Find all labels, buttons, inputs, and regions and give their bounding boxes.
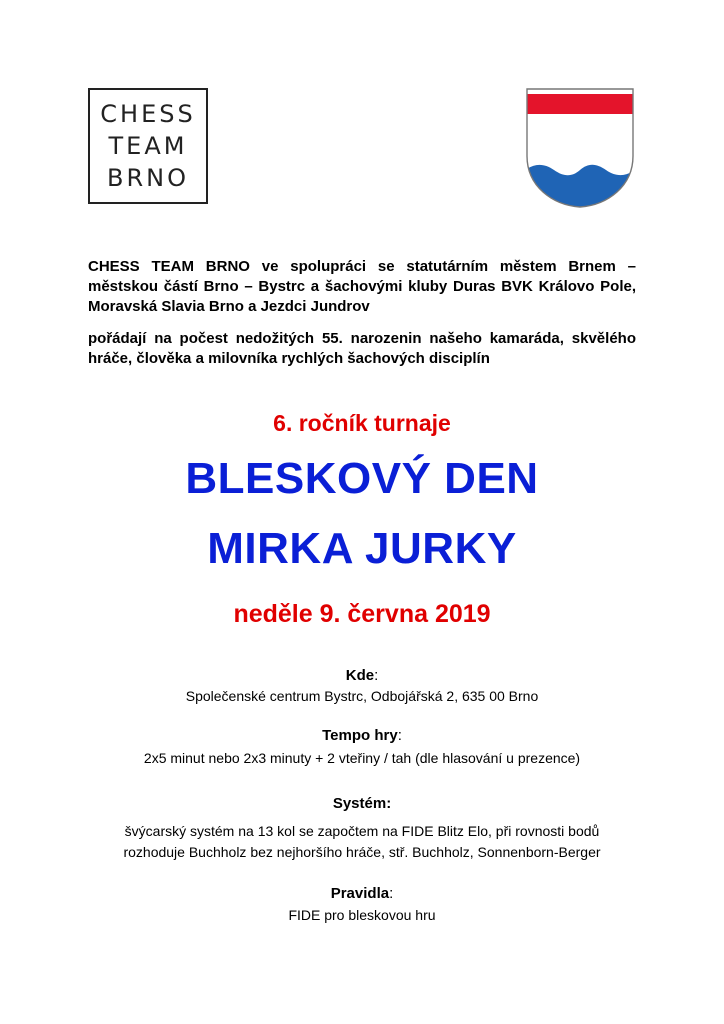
where-colon: : (374, 667, 379, 684)
system-label-row (0, 794, 724, 814)
logo-line-1: CHESS (100, 100, 196, 128)
tempo-value: 2x5 minut nebo 2x3 minuty + 2 vteřiny / tah (dle hlasování u prezence) (143, 750, 581, 766)
where-label: Kde (345, 667, 375, 684)
where-value: Společenské centrum Bystrc, Odbojářská 2, 635 00 Brno (185, 688, 539, 704)
rules-label-row (0, 884, 724, 904)
rules-label: Pravidla (330, 885, 390, 902)
system-value-line-2: rozhoduje Buchholz bez nejhoršího hráče, stř. Buchholz, Sonnenborn-Berger (123, 844, 601, 860)
tempo-label-row (0, 726, 724, 746)
intro-paragraph-organizers: CHESS TEAM BRNO ve spolupráci se statutárním městem Brnem – městskou částí Brno – Bystrc a šachovými kluby Duras BVK Královo Pole, Moravská Slavia Brno a Jezdci Jundrov (88, 258, 636, 315)
event-date: neděle 9. června 2019 (233, 600, 491, 628)
rules-value: FIDE pro bleskovou hru (288, 907, 436, 923)
event-title-line-2: MIRKA JURKY (207, 524, 517, 573)
coat-of-arms-icon (524, 86, 636, 210)
event-title-line-1: BLESKOVÝ DEN (185, 454, 539, 503)
chess-team-brno-logo (88, 88, 208, 204)
logo-line-2: TEAM (108, 132, 188, 160)
system-label: Systém (332, 795, 387, 812)
where-label-row (0, 666, 724, 686)
tempo-colon: : (397, 727, 402, 744)
crest-red-band (524, 94, 636, 114)
system-value-line-1: švýcarský systém na 13 kol se započtem na FIDE Blitz Elo, při rovnosti bodů (124, 823, 600, 839)
rules-colon: : (389, 885, 394, 902)
logo-line-3: BRNO (107, 164, 189, 192)
system-colon: : (386, 795, 392, 812)
intro-paragraph-dedication: pořádají na počest nedožitých 55. narozenin našeho kamaráda, skvělého hráče, člověka a milovníka rychlých šachových disciplín (88, 330, 636, 367)
tempo-label: Tempo hry (322, 727, 398, 744)
edition-heading: 6. ročník turnaje (273, 410, 451, 436)
